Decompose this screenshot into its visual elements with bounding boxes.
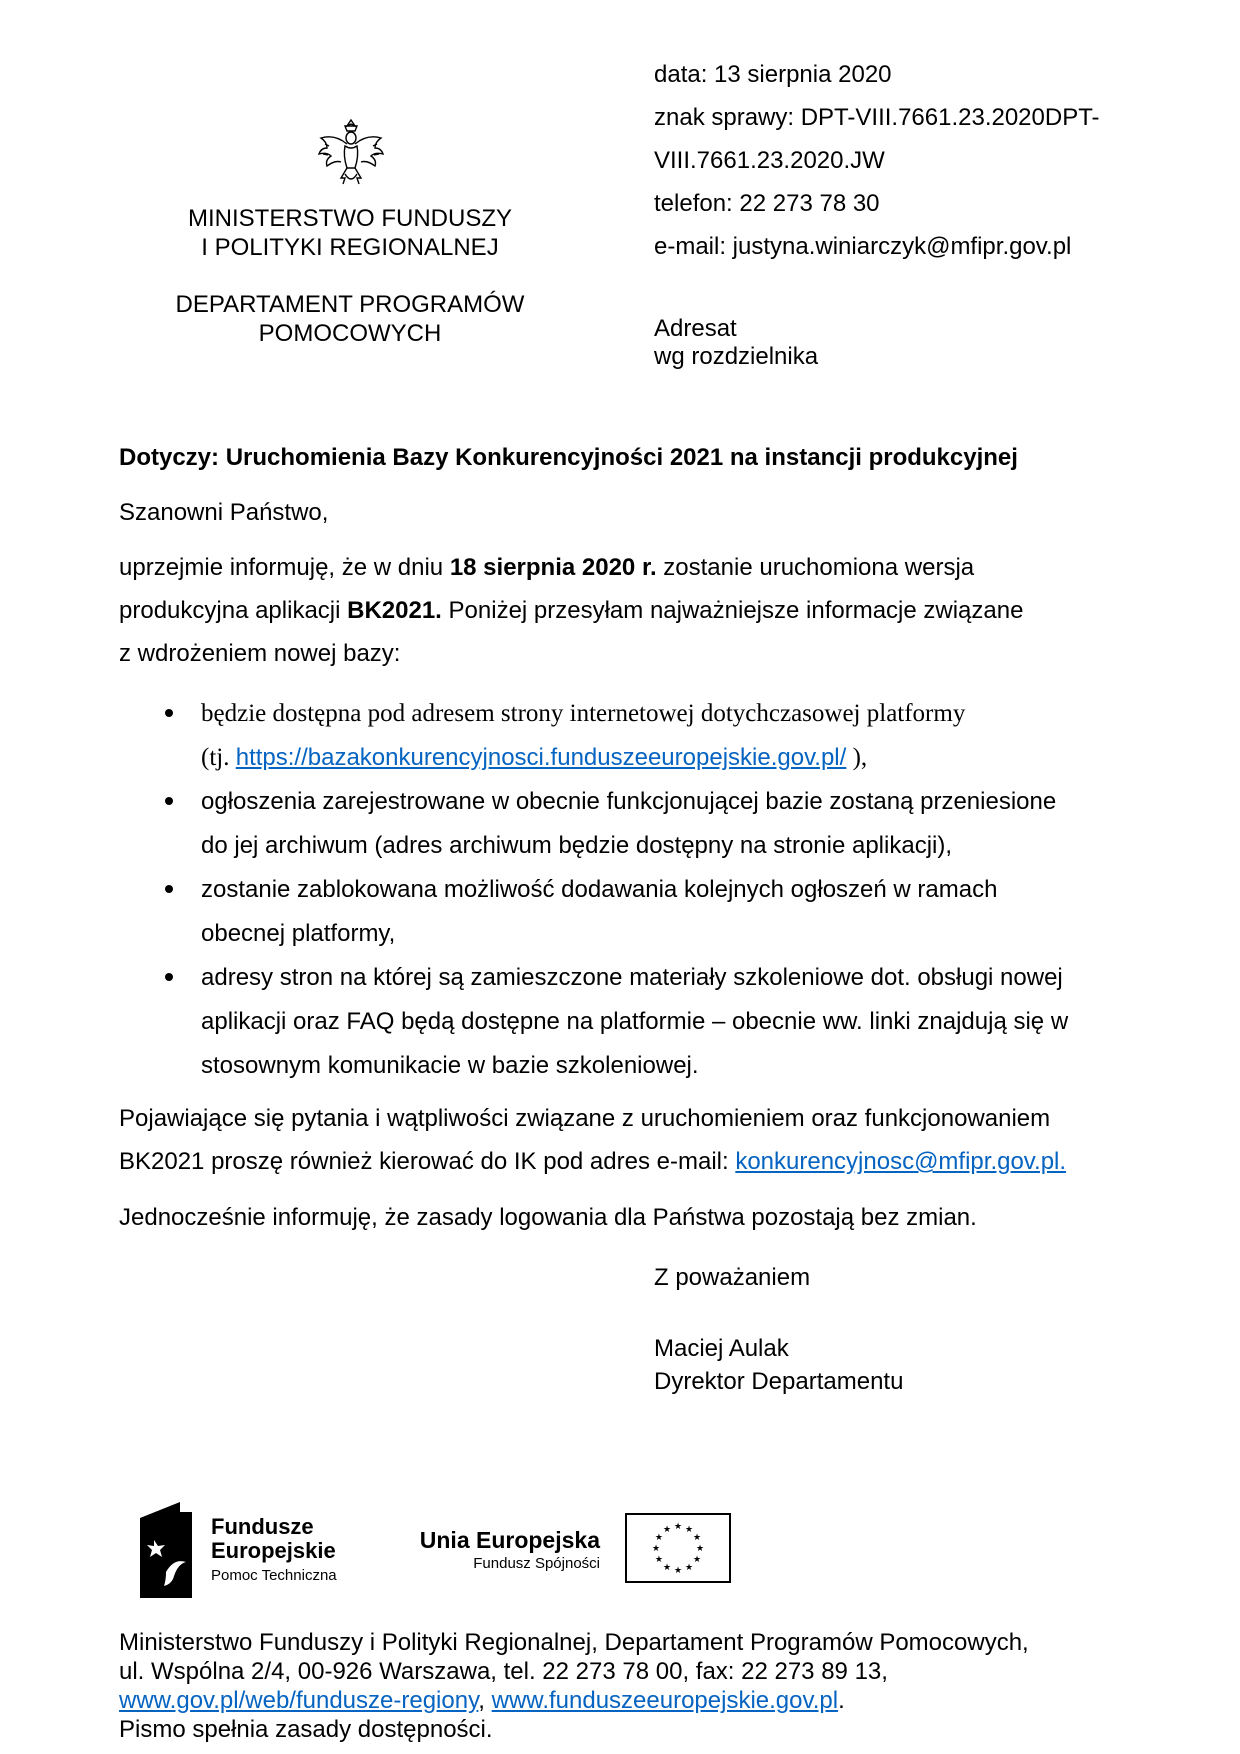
eu-star-icon: ★ bbox=[693, 1533, 702, 1543]
fundusze-europejskie-link[interactable]: www.funduszeeuropejskie.gov.pl bbox=[491, 1687, 839, 1714]
subject-text: Uruchomienia Bazy Konkurencyjności 2021 na instancji produkcyjnej bbox=[219, 444, 1018, 471]
subject-label: Dotyczy: bbox=[119, 444, 220, 471]
meta-case-number-line1: znak sprawy: DPT-VIII.7661.23.2020DPT- bbox=[654, 104, 1100, 131]
eu-flag-icon bbox=[625, 1513, 731, 1583]
eu-star-icon: ★ bbox=[654, 1533, 663, 1543]
list-item bbox=[165, 868, 1095, 956]
bullet2-line2: do jej archiwum (adres archiwum będzie dostępny na stronie aplikacji), bbox=[201, 832, 953, 859]
document-meta bbox=[654, 53, 1100, 268]
intro-app-name: BK2021. bbox=[347, 597, 442, 624]
list-item bbox=[165, 956, 1095, 1088]
meta-date: data: 13 sierpnia 2020 bbox=[654, 61, 892, 88]
eu-star-icon: ★ bbox=[673, 1566, 683, 1576]
signature bbox=[654, 1332, 903, 1398]
meta-case-number-line2: VIII.7661.23.2020.JW bbox=[654, 147, 885, 174]
fundusze-europejskie-logo-icon bbox=[140, 1502, 192, 1598]
footer-end: . bbox=[838, 1687, 845, 1714]
footer-line2: ul. Wspólna 2/4, 00-926 Warszawa, tel. 22 273 78 00, fax: 22 273 89 13, bbox=[119, 1658, 888, 1685]
bullet1-suffix: ), bbox=[846, 744, 868, 771]
eu-star-icon: ★ bbox=[654, 1555, 663, 1565]
intro-part1: uprzejmie informuję, że w dniu bbox=[119, 554, 450, 581]
fe-line1: Fundusze bbox=[211, 1514, 314, 1539]
intro-paragraph bbox=[119, 546, 1129, 675]
ue-logo-text bbox=[400, 1526, 600, 1574]
bullet2-line1: ogłoszenia zarejestrowane w obecnie funkcjonującej bazie zostaną przeniesione bbox=[201, 788, 1057, 815]
ue-line2: Fundusz Spójności bbox=[473, 1555, 600, 1572]
bullet-icon bbox=[165, 973, 173, 981]
list-item bbox=[165, 692, 1095, 780]
login-note: Jednocześnie informuję, że zasady logowania dla Państwa pozostają bez zmian. bbox=[119, 1204, 977, 1231]
bullet3-line2: obecnej platformy, bbox=[201, 920, 396, 947]
bullet-icon bbox=[165, 885, 173, 893]
intro-part3: produkcyjna aplikacji bbox=[119, 597, 348, 624]
bullet4-line2: aplikacji oraz FAQ będą dostępne na platformie – obecnie ww. linki znajdują się w bbox=[201, 1008, 1069, 1035]
addressee bbox=[654, 315, 818, 371]
footer-accessibility-note: Pismo spełnia zasady dostępności. bbox=[119, 1716, 493, 1743]
eu-star-icon: ★ bbox=[651, 1544, 661, 1554]
addressee-label: Adresat bbox=[654, 315, 737, 342]
addressee-value: wg rozdzielnika bbox=[654, 343, 819, 370]
contact-email-link[interactable]: konkurencyjnosc@mfipr.gov.pl. bbox=[735, 1148, 1067, 1175]
intro-part5: z wdrożeniem nowej bazy: bbox=[119, 640, 401, 667]
footer bbox=[119, 1628, 1149, 1744]
eu-star-icon: ★ bbox=[684, 1563, 694, 1574]
department-name bbox=[150, 290, 550, 348]
bullet-icon bbox=[165, 797, 173, 805]
list-item bbox=[165, 780, 1095, 868]
fe-line2: Europejskie bbox=[211, 1538, 336, 1563]
eu-star-icon: ★ bbox=[662, 1524, 672, 1535]
fe-line3: Pomoc Techniczna bbox=[211, 1567, 337, 1584]
bullet1-prefix: (tj. bbox=[201, 744, 236, 771]
bullet3-line1: zostanie zablokowana możliwość dodawania kolejnych ogłoszeń w ramach bbox=[201, 876, 998, 903]
footer-line1: Ministerstwo Funduszy i Polityki Regionalnej, Departament Programów Pomocowych, bbox=[119, 1629, 1029, 1656]
gov-fundusze-regiony-link[interactable]: www.gov.pl/web/fundusze-regiony bbox=[119, 1687, 479, 1714]
questions-paragraph bbox=[119, 1097, 1129, 1183]
greeting: Szanowni Państwo, bbox=[119, 499, 329, 526]
closing: Z poważaniem bbox=[654, 1264, 811, 1291]
eu-star-icon: ★ bbox=[693, 1555, 702, 1565]
questions-line1: Pojawiające się pytania i wątpliwości związane z uruchomieniem oraz funkcjonowaniem bbox=[119, 1105, 1051, 1132]
intro-part2: zostanie uruchomiona wersja bbox=[656, 554, 975, 581]
bullet4-line3: stosownym komunikacie w bazie szkoleniowej. bbox=[201, 1052, 699, 1079]
meta-phone: telefon: 22 273 78 30 bbox=[654, 190, 880, 217]
bullet4-line1: adresy stron na której są zamieszczone materiały szkoleniowe dot. obsługi nowej bbox=[201, 964, 1063, 991]
footer-separator: , bbox=[478, 1687, 492, 1714]
questions-line2: BK2021 proszę również kierować do IK pod adres e-mail: bbox=[119, 1148, 736, 1175]
intro-part4: Poniżej przesyłam najważniejsze informacje związane bbox=[441, 597, 1024, 624]
eu-star-icon: ★ bbox=[684, 1524, 694, 1535]
signatory-name: Maciej Aulak bbox=[654, 1335, 789, 1362]
meta-email: e-mail: justyna.winiarczyk@mfipr.gov.pl bbox=[654, 233, 1072, 260]
polish-eagle-emblem-icon bbox=[317, 114, 385, 190]
eu-star-icon: ★ bbox=[695, 1544, 705, 1554]
department-line1: DEPARTAMENT PROGRAMÓW bbox=[175, 291, 525, 318]
eu-star-icon: ★ bbox=[662, 1563, 672, 1574]
bullet-icon bbox=[165, 709, 173, 717]
fe-logo-text bbox=[211, 1515, 337, 1589]
bk-platform-link[interactable]: https://bazakonkurencyjnosci.funduszeeuropejskie.gov.pl/ bbox=[235, 744, 847, 771]
intro-date: 18 sierpnia 2020 r. bbox=[449, 554, 657, 581]
bullet1-line1: będzie dostępna pod adresem strony internetowej dotychczasowej platformy bbox=[201, 700, 966, 727]
ue-line1: Unia Europejska bbox=[419, 1527, 600, 1553]
ministry-line2: I POLITYKI REGIONALNEJ bbox=[201, 234, 499, 261]
ministry-name bbox=[150, 204, 550, 262]
eu-star-icon: ★ bbox=[673, 1522, 683, 1532]
ministry-line1: MINISTERSTWO FUNDUSZY bbox=[188, 205, 512, 232]
signatory-title: Dyrektor Departamentu bbox=[654, 1368, 904, 1395]
department-line2: POMOCOWYCH bbox=[258, 320, 442, 347]
subject-line bbox=[119, 436, 1129, 479]
